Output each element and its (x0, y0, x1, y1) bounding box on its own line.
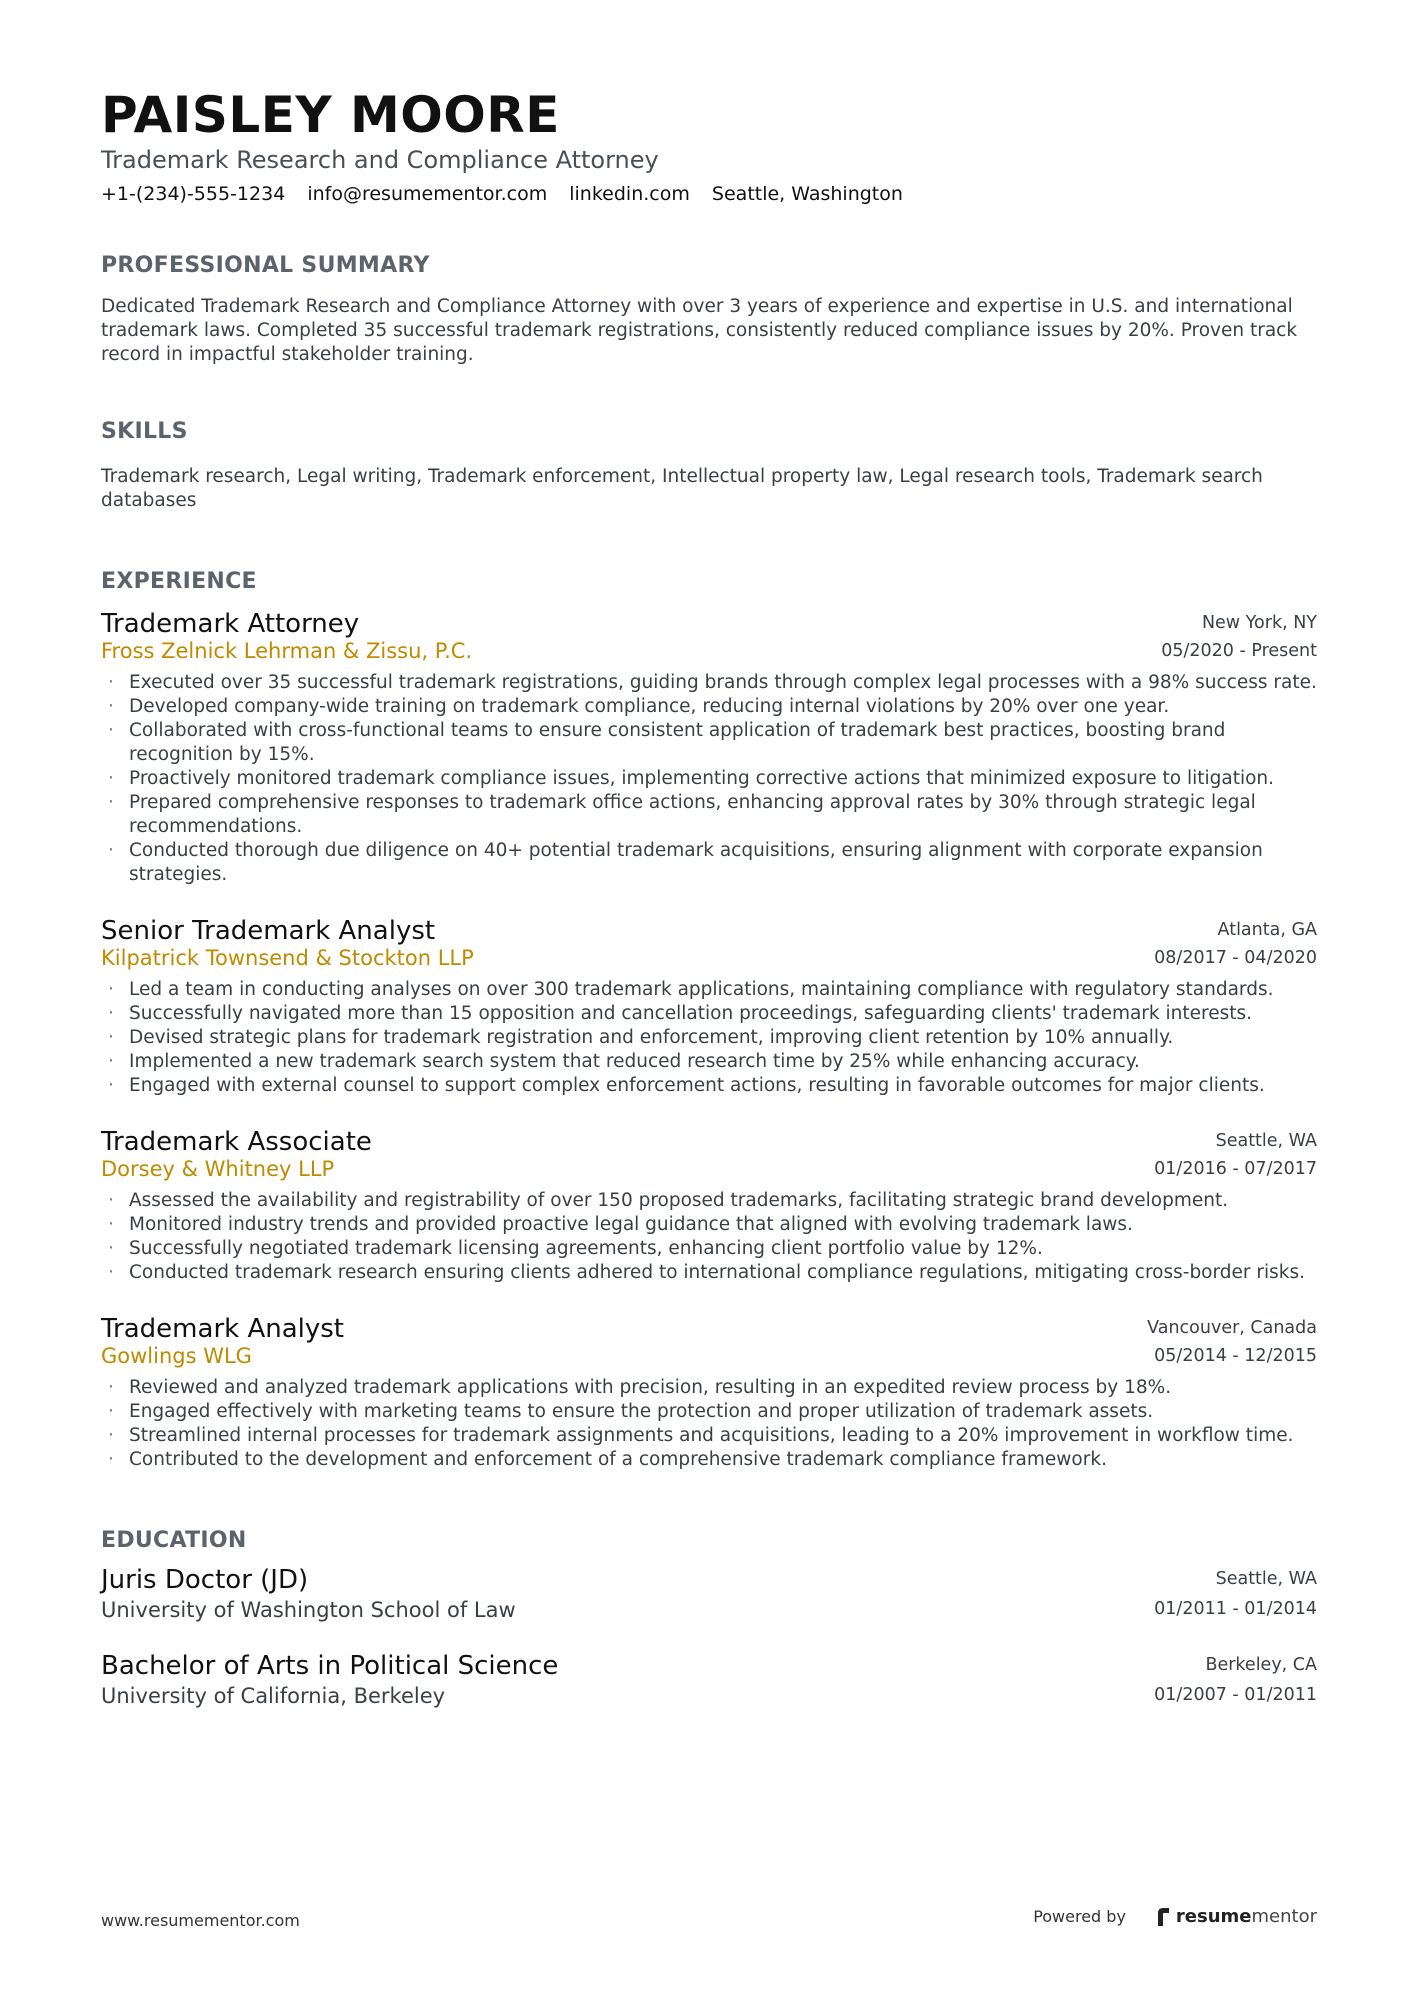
job-location: New York, NY (1201, 613, 1317, 633)
company-name: Fross Zelnick Lehrman & Zissu, P.C. (101, 639, 473, 663)
edu-location: Seattle, WA (1215, 1569, 1317, 1589)
candidate-title: Trademark Research and Compliance Attorney (101, 146, 659, 174)
degree: Juris Doctor (JD) (101, 1565, 309, 1595)
job-dates: 01/2016 - 07/2017 (1154, 1159, 1317, 1179)
education-heading: EDUCATION (101, 1528, 247, 1553)
summary-text: Dedicated Trademark Research and Compliance Attorney with over 3 years of experience and expertise in U.S. and international trademark laws. Completed 35 successful trademark registrations, consistently reduced compliance issues by 20%. Proven track record in impactful stakeholder training. (101, 296, 1298, 365)
bullet-item: · Monitored industry trends and provided proactive legal guidance that aligned with evolving trademark laws. (101, 1213, 1317, 1237)
bullet-item: · Assessed the availability and registrability of over 150 proposed trademarks, facilitating strategic brand development. (101, 1189, 1317, 1213)
summary-heading: PROFESSIONAL SUMMARY (101, 253, 430, 278)
job-title: Trademark Analyst (101, 1314, 345, 1344)
bullet-item: · Developed company-wide training on trademark compliance, reducing internal violations by 20% over one year. (101, 695, 1317, 719)
job-bullets (101, 1376, 1317, 1472)
bullet-item: · Collaborated with cross-functional teams to ensure consistent application of trademark best practices, boosting brand recognition by 15%. (101, 719, 1317, 767)
bullet-item: · Led a team in conducting analyses on over 300 trademark applications, maintaining compliance with regulatory standards. (101, 978, 1317, 1002)
job-entry (101, 1314, 1317, 1472)
school: University of Washington School of Law (101, 1598, 516, 1622)
job-title: Trademark Associate (101, 1127, 372, 1157)
skills-text: Trademark research, Legal writing, Trademark enforcement, Intellectual property law, Legal research tools, Trademark search databases (101, 466, 1263, 511)
job-entry (101, 1127, 1317, 1285)
job-bullets (101, 1189, 1317, 1285)
company-name: Dorsey & Whitney LLP (101, 1157, 335, 1181)
bullet-item: · Reviewed and analyzed trademark applications with precision, resulting in an expedited review process by 18%. (101, 1376, 1317, 1400)
bullet-item: · Prepared comprehensive responses to trademark office actions, enhancing approval rates by 30% through strategic legal recommendations. (101, 791, 1317, 839)
bullet-item: · Devised strategic plans for trademark registration and enforcement, improving client retention by 10% annually. (101, 1026, 1317, 1050)
candidate-name: PAISLEY MOORE (101, 86, 560, 144)
resumementor-logo-icon (1156, 1907, 1172, 1927)
location: Seattle, Washington (711, 183, 903, 205)
job-location: Atlanta, GA (1217, 920, 1317, 940)
contact-line (101, 183, 919, 205)
bullet-item: · Successfully negotiated trademark licensing agreements, enhancing client portfolio value by 12%. (101, 1237, 1317, 1261)
bullet-item: · Implemented a new trademark search system that reduced research time by 25% while enhancing accuracy. (101, 1050, 1317, 1074)
bullet-item: · Contributed to the development and enforcement of a comprehensive trademark compliance framework. (101, 1448, 1317, 1472)
edu-dates: 01/2011 - 01/2014 (1154, 1599, 1317, 1619)
job-location: Seattle, WA (1215, 1131, 1317, 1151)
bullet-item: · Conducted thorough due diligence on 40+ potential trademark acquisitions, ensuring alignment with corporate expansion strategies. (101, 839, 1317, 887)
job-entry (101, 916, 1317, 1098)
footer-brand (1033, 1906, 1317, 1927)
degree: Bachelor of Arts in Political Science (101, 1651, 559, 1681)
job-title: Trademark Attorney (101, 609, 360, 639)
bullet-item: · Engaged with external counsel to support complex enforcement actions, resulting in favorable outcomes for major clients. (101, 1074, 1317, 1098)
bullet-item: · Streamlined internal processes for trademark assignments and acquisitions, leading to a 20% improvement in workflow time. (101, 1424, 1317, 1448)
powered-by-label: Powered by (1033, 1907, 1126, 1926)
job-dates: 05/2020 - Present (1161, 641, 1317, 661)
company-name: Kilpatrick Townsend & Stockton LLP (101, 946, 474, 970)
school: University of California, Berkeley (101, 1684, 446, 1708)
resumementor-logo[interactable] (1156, 1906, 1317, 1927)
bullet-item: · Conducted trademark research ensuring clients adhered to international compliance regulations, mitigating cross-border risks. (101, 1261, 1317, 1285)
job-title: Senior Trademark Analyst (101, 916, 436, 946)
job-location: Vancouver, Canada (1147, 1318, 1317, 1338)
skills-heading: SKILLS (101, 419, 188, 444)
job-bullets (101, 671, 1317, 887)
edu-dates: 01/2007 - 01/2011 (1154, 1685, 1317, 1705)
job-entry (101, 609, 1317, 887)
bullet-item: · Executed over 35 successful trademark registrations, guiding brands through complex legal processes with a 98% success rate. (101, 671, 1317, 695)
linkedin[interactable]: linkedin.com (569, 183, 690, 205)
bullet-item: · Successfully navigated more than 15 opposition and cancellation proceedings, safeguarding clients' trademark interests. (101, 1002, 1317, 1026)
email[interactable]: info@resumementor.com (307, 183, 548, 205)
experience-heading: EXPERIENCE (101, 569, 257, 594)
logo-text-light: mentor (1251, 1906, 1317, 1927)
job-dates: 05/2014 - 12/2015 (1154, 1346, 1317, 1366)
edu-location: Berkeley, CA (1205, 1655, 1317, 1675)
company-name: Gowlings WLG (101, 1344, 252, 1368)
job-dates: 08/2017 - 04/2020 (1154, 948, 1317, 968)
footer-website[interactable]: www.resumementor.com (101, 1911, 300, 1930)
job-bullets (101, 978, 1317, 1098)
phone: +1-(234)-555-1234 (101, 183, 286, 205)
bullet-item: · Engaged effectively with marketing teams to ensure the protection and proper utilization of trademark assets. (101, 1400, 1317, 1424)
logo-text-bold: resume (1175, 1906, 1252, 1927)
bullet-item: · Proactively monitored trademark compliance issues, implementing corrective actions that minimized exposure to litigation. (101, 767, 1317, 791)
